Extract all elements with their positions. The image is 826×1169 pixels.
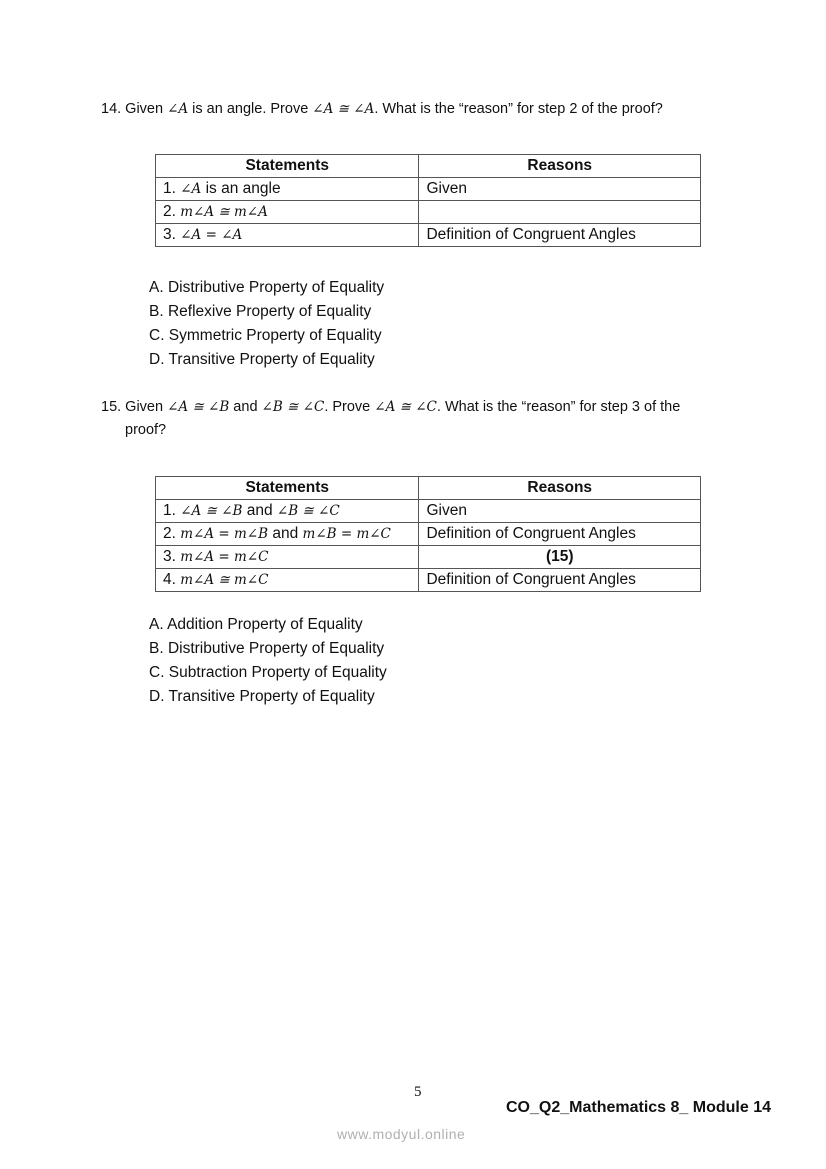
proof-table-15: [155, 476, 701, 592]
options-14: [149, 276, 384, 372]
text-segment: and: [242, 502, 277, 519]
math-expression: m∠A ≅ m∠C: [180, 572, 269, 588]
math-expression: m∠B = m∠C: [302, 526, 391, 542]
math-expression: m∠A ≅ m∠A: [180, 204, 268, 220]
table-header-row: [156, 477, 701, 500]
math-expression: ∠A ≅ ∠B: [167, 399, 230, 415]
math-expression: ∠B ≅ ∠C: [276, 503, 340, 519]
column-header-reasons: Reasons: [419, 155, 701, 178]
answer-option-c: C. Subtraction Property of Equality: [149, 664, 387, 681]
table-row: [156, 500, 701, 523]
text-segment: 15. Given: [101, 399, 168, 415]
answer-option-d: D. Transitive Property of Equality: [149, 688, 375, 705]
text-segment: is an angle: [201, 180, 281, 197]
text-segment: 14. Given: [101, 101, 168, 117]
text-segment: . Prove: [324, 399, 375, 415]
statement-cell: [156, 500, 419, 523]
text-segment: 4.: [163, 571, 181, 588]
answer-option-d: D. Transitive Property of Equality: [149, 351, 375, 368]
answer-option-b: B. Reflexive Property of Equality: [149, 303, 372, 320]
module-footer: CO_Q2_Mathematics 8_ Module 14: [506, 1099, 771, 1116]
table-row: [156, 224, 701, 247]
reason-cell: Definition of Congruent Angles: [419, 523, 701, 546]
text-segment: 2.: [163, 525, 181, 542]
statement-cell: [156, 224, 419, 247]
statement-cell: [156, 178, 419, 201]
statement-cell: [156, 546, 419, 569]
text-segment: 2.: [163, 203, 181, 220]
statement-cell: [156, 201, 419, 224]
text-segment: . What is the “reason” for step 2 of the proof?: [374, 101, 663, 117]
reason-cell: [419, 201, 701, 224]
math-expression: ∠A = ∠A: [180, 227, 243, 243]
text-segment: . What is the “reason” for step 3 of the: [436, 399, 681, 415]
answer-option-a: A. Distributive Property of Equality: [149, 279, 385, 296]
text-segment: 1.: [163, 502, 181, 519]
math-expression: m∠A = m∠C: [180, 549, 269, 565]
math-expression: ∠A ≅ ∠C: [374, 399, 437, 415]
answer-option-a: A. Addition Property of Equality: [149, 616, 363, 633]
table-row: [156, 523, 701, 546]
column-header-reasons: Reasons: [419, 477, 701, 500]
column-header-statements: Statements: [156, 155, 419, 178]
reason-cell: Given: [419, 500, 701, 523]
text-segment: 1.: [163, 180, 181, 197]
text-segment: 3.: [163, 548, 181, 565]
math-expression: m∠A = m∠B: [180, 526, 269, 542]
reason-cell: Definition of Congruent Angles: [419, 224, 701, 247]
statement-cell: [156, 523, 419, 546]
question-14-text: [101, 99, 663, 119]
table-header-row: [156, 155, 701, 178]
answer-option-b: B. Distributive Property of Equality: [149, 640, 385, 657]
table-row: [156, 201, 701, 224]
math-expression: ∠A ≅ ∠A: [312, 101, 375, 117]
math-expression: ∠B ≅ ∠C: [261, 399, 325, 415]
page-number: 5: [414, 1084, 422, 1100]
watermark: www.modyul.online: [337, 1126, 466, 1142]
text-segment: and: [229, 399, 262, 415]
answer-option-c: C. Symmetric Property of Equality: [149, 327, 382, 344]
statement-cell: [156, 569, 419, 592]
question-15-text: [101, 397, 680, 417]
column-header-statements: Statements: [156, 477, 419, 500]
options-15: [149, 613, 387, 709]
math-expression: ∠A: [167, 101, 189, 117]
table-row: [156, 178, 701, 201]
text-segment: and: [268, 525, 303, 542]
proof-table-14: [155, 154, 701, 247]
table-row: [156, 569, 701, 592]
question-15-text-line2: proof?: [125, 422, 167, 438]
reason-cell: (15): [419, 546, 701, 569]
reason-cell: Given: [419, 178, 701, 201]
math-expression: ∠A: [180, 181, 202, 197]
table-row: [156, 546, 701, 569]
math-expression: ∠A ≅ ∠B: [180, 503, 243, 519]
reason-cell: Definition of Congruent Angles: [419, 569, 701, 592]
text-segment: is an angle. Prove: [188, 101, 313, 117]
text-segment: 3.: [163, 226, 181, 243]
